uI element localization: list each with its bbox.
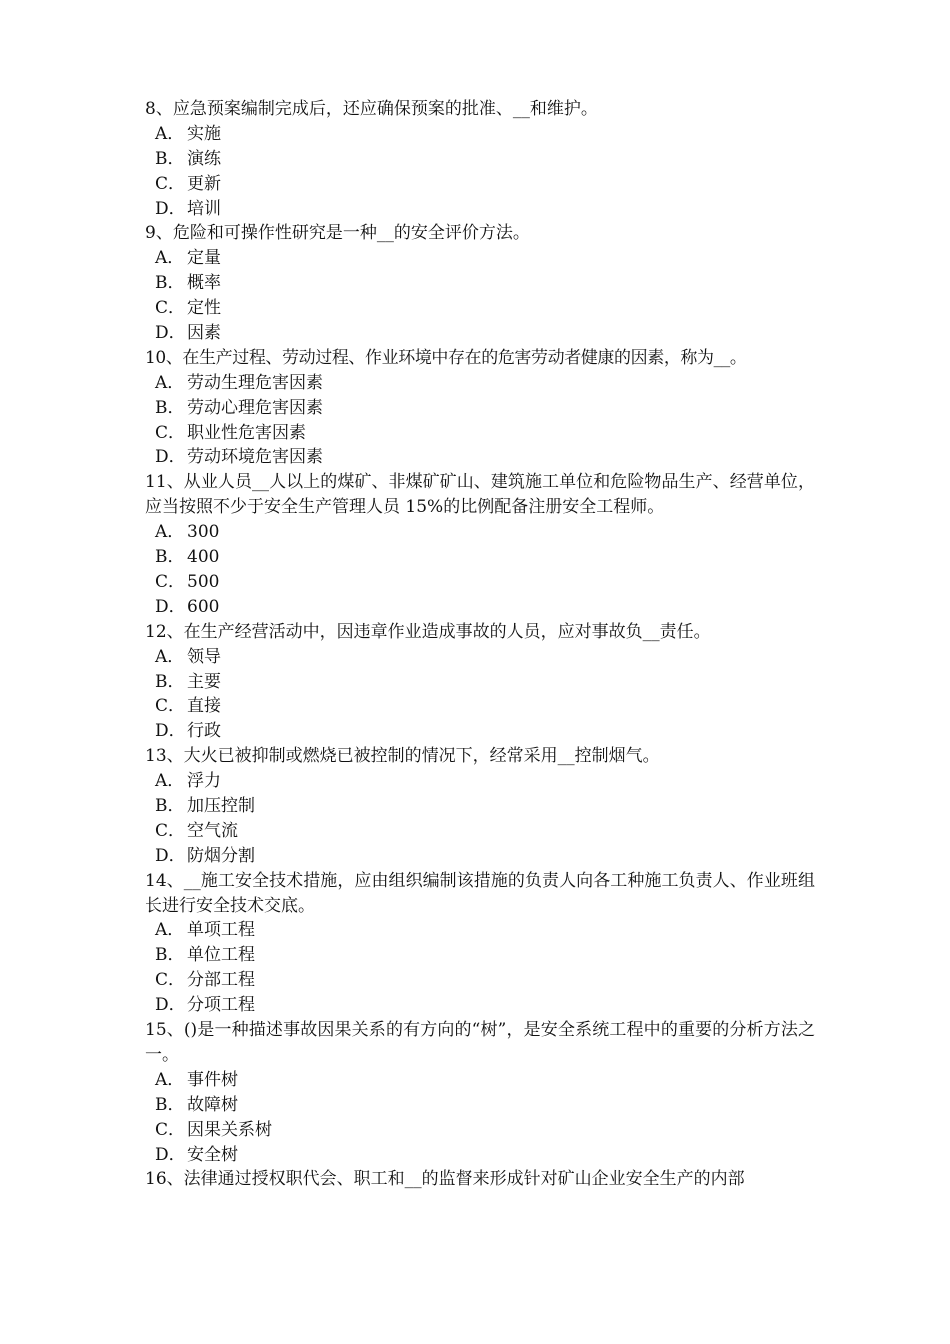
option-9-d: D．因素: [155, 323, 221, 344]
option-14-b: B． 单位工程: [155, 945, 255, 966]
option-15-b: B． 故障树: [155, 1094, 238, 1115]
option-11-d: D．600: [155, 596, 220, 617]
option-10-d: D．劳动环境危害因素: [155, 447, 323, 468]
option-8-d: D．培训: [155, 198, 221, 219]
option-10-c: C． 职业性危害因素: [155, 422, 306, 443]
question-14: 14、__施工安全技术措施，应由组织编制该措施的负责人向各工种施工负责人、作业班组长进行安全技术交底。: [145, 870, 815, 916]
option-11-a: A． 300: [155, 522, 220, 543]
option-11-b: B． 400: [155, 547, 220, 568]
option-9-a: A． 定量: [155, 248, 221, 269]
option-14-a: A． 单项工程: [155, 920, 255, 941]
option-12-a: A． 领导: [155, 646, 221, 667]
question-16: 16、法律通过授权职代会、职工和__的监督来形成针对矿山企业安全生产的内部: [145, 1169, 745, 1190]
question-13: 13、大火已被抑制或燃烧已被控制的情况下，经常采用__控制烟气。: [145, 746, 660, 767]
option-9-b: B． 概率: [155, 273, 221, 294]
option-15-a: A． 事件树: [155, 1069, 238, 1090]
option-8-b: B． 演练: [155, 148, 221, 169]
option-13-a: A． 浮力: [155, 771, 221, 792]
option-9-c: C． 定性: [155, 298, 221, 319]
option-12-d: D．行政: [155, 721, 221, 742]
question-list: [145, 97, 815, 1192]
question-9: 9、危险和可操作性研究是一种__的安全评价方法。: [145, 223, 530, 244]
question-8: 8、应急预案编制完成后，还应确保预案的批准、__和维护。: [145, 99, 598, 119]
question-12: 12、在生产经营活动中，因违章作业造成事故的人员，应对事故负__责任。: [145, 621, 711, 642]
option-10-a: A． 劳动生理危害因素: [155, 372, 323, 393]
option-14-d: D．分项工程: [155, 995, 255, 1016]
option-14-c: C． 分部工程: [155, 970, 255, 991]
option-15-d: D．安全树: [155, 1144, 238, 1165]
question-10: 10、在生产过程、劳动过程、作业环境中存在的危害劳动者健康的因素，称为__。: [145, 347, 747, 368]
option-11-c: C． 500: [155, 571, 220, 592]
option-12-b: B． 主要: [155, 671, 221, 692]
option-8-a: A． 实施: [155, 123, 221, 144]
option-12-c: C． 直接: [155, 696, 221, 717]
option-8-c: C． 更新: [155, 173, 221, 194]
option-13-d: D．防烟分割: [155, 845, 255, 866]
option-15-c: C． 因果关系树: [155, 1119, 272, 1140]
question-11: 11、从业人员__人以上的煤矿、非煤矿矿山、建筑施工单位和危险物品生产、经营单位，应当按照不少于安全生产管理人员 15%的比例配备注册安全工程师。: [145, 472, 815, 518]
option-13-b: B． 加压控制: [155, 795, 255, 816]
option-10-b: B． 劳动心理危害因素: [155, 397, 323, 418]
question-15: 15、()是一种描述事故因果关系的有方向的“树”，是安全系统工程中的重要的分析方法之一。: [145, 1020, 815, 1065]
option-13-c: C． 空气流: [155, 820, 238, 841]
